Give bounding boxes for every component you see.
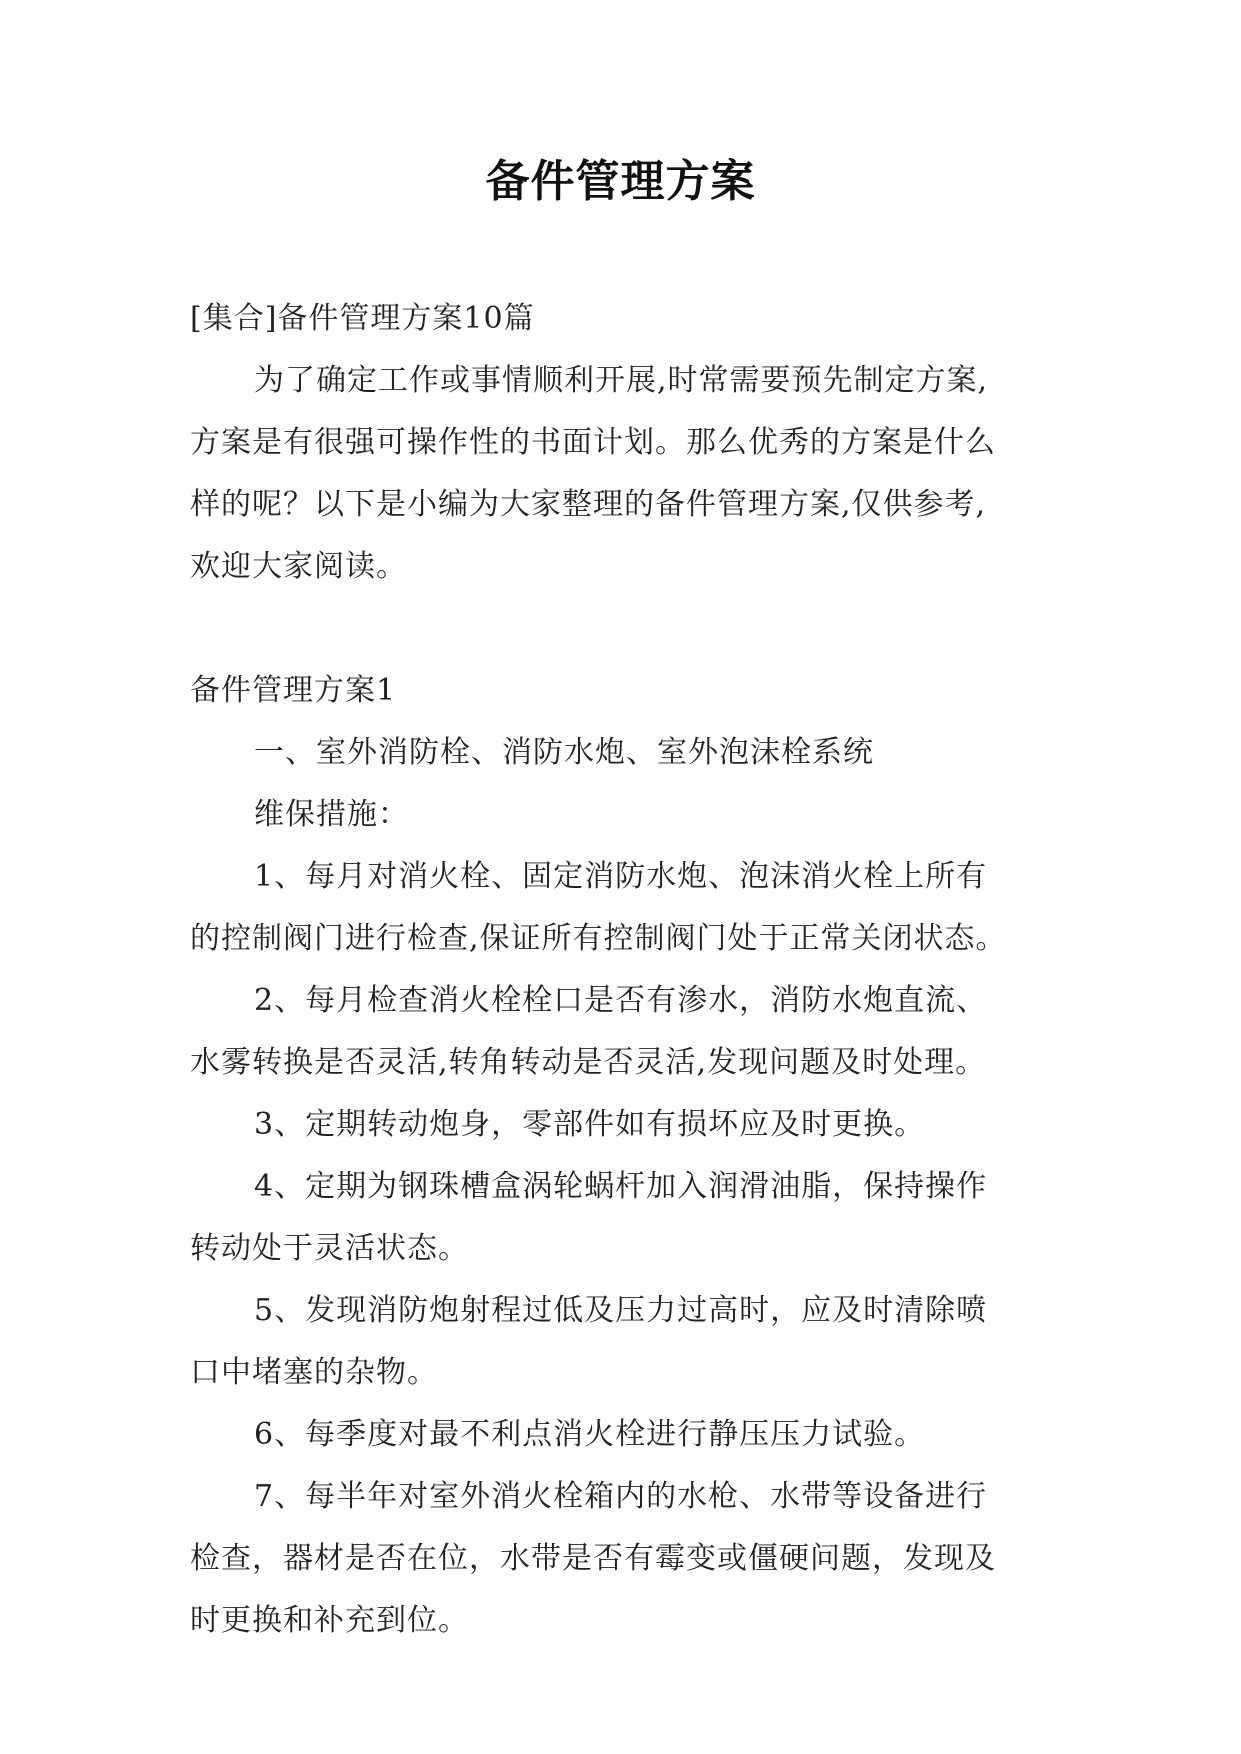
document-subtitle: [集合]备件管理方案10篇 bbox=[190, 301, 535, 336]
list-item-line: 的控制阀门进行检查,保证所有控制阀门处于正常关闭状态。 bbox=[190, 921, 1007, 956]
intro-line: 为了确定工作或事情顺利开展,时常需要预先制定方案, bbox=[254, 363, 989, 398]
list-item-line: 4、定期为钢珠槽盒涡轮蜗杆加入润滑油脂，保持操作 bbox=[254, 1169, 988, 1204]
list-item-line: 6、每季度对最不利点消火栓进行静压压力试验。 bbox=[254, 1417, 926, 1452]
document-title: 备件管理方案 bbox=[485, 156, 756, 207]
document-body bbox=[190, 288, 1052, 1652]
measures-label: 维保措施： bbox=[254, 797, 409, 832]
list-item-line: 2、每月检查消火栓栓口是否有渗水，消防水炮直流、 bbox=[254, 983, 988, 1018]
list-item-line: 检查，器材是否在位，水带是否有霉变或僵硬问题，发现及 bbox=[190, 1541, 996, 1576]
intro-line: 欢迎大家阅读。 bbox=[190, 549, 407, 584]
list-item-line: 水雾转换是否灵活,转角转动是否灵活,发现问题及时处理。 bbox=[190, 1045, 987, 1080]
list-item-line: 5、发现消防炮射程过低及压力过高时，应及时清除喷 bbox=[254, 1293, 988, 1328]
list-item-line: 口中堵塞的杂物。 bbox=[190, 1355, 438, 1390]
paragraph-gap bbox=[190, 598, 1052, 660]
section-heading: 备件管理方案1 bbox=[190, 673, 397, 708]
part-heading: 一、室外消防栓、消防水炮、室外泡沫栓系统 bbox=[254, 735, 874, 770]
list-item-line: 3、定期转动炮身，零部件如有损坏应及时更换。 bbox=[254, 1107, 926, 1142]
list-item-line: 7、每半年对室外消火栓箱内的水枪、水带等设备进行 bbox=[254, 1479, 988, 1514]
intro-line: 方案是有很强可操作性的书面计划。那么优秀的方案是什么 bbox=[190, 425, 996, 460]
list-item-line: 转动处于灵活状态。 bbox=[190, 1231, 469, 1266]
intro-line: 样的呢？以下是小编为大家整理的备件管理方案,仅供参考, bbox=[190, 487, 987, 522]
list-item-line: 时更换和补充到位。 bbox=[190, 1603, 469, 1638]
list-item-line: 1、每月对消火栓、固定消防水炮、泡沫消火栓上所有 bbox=[254, 859, 988, 894]
